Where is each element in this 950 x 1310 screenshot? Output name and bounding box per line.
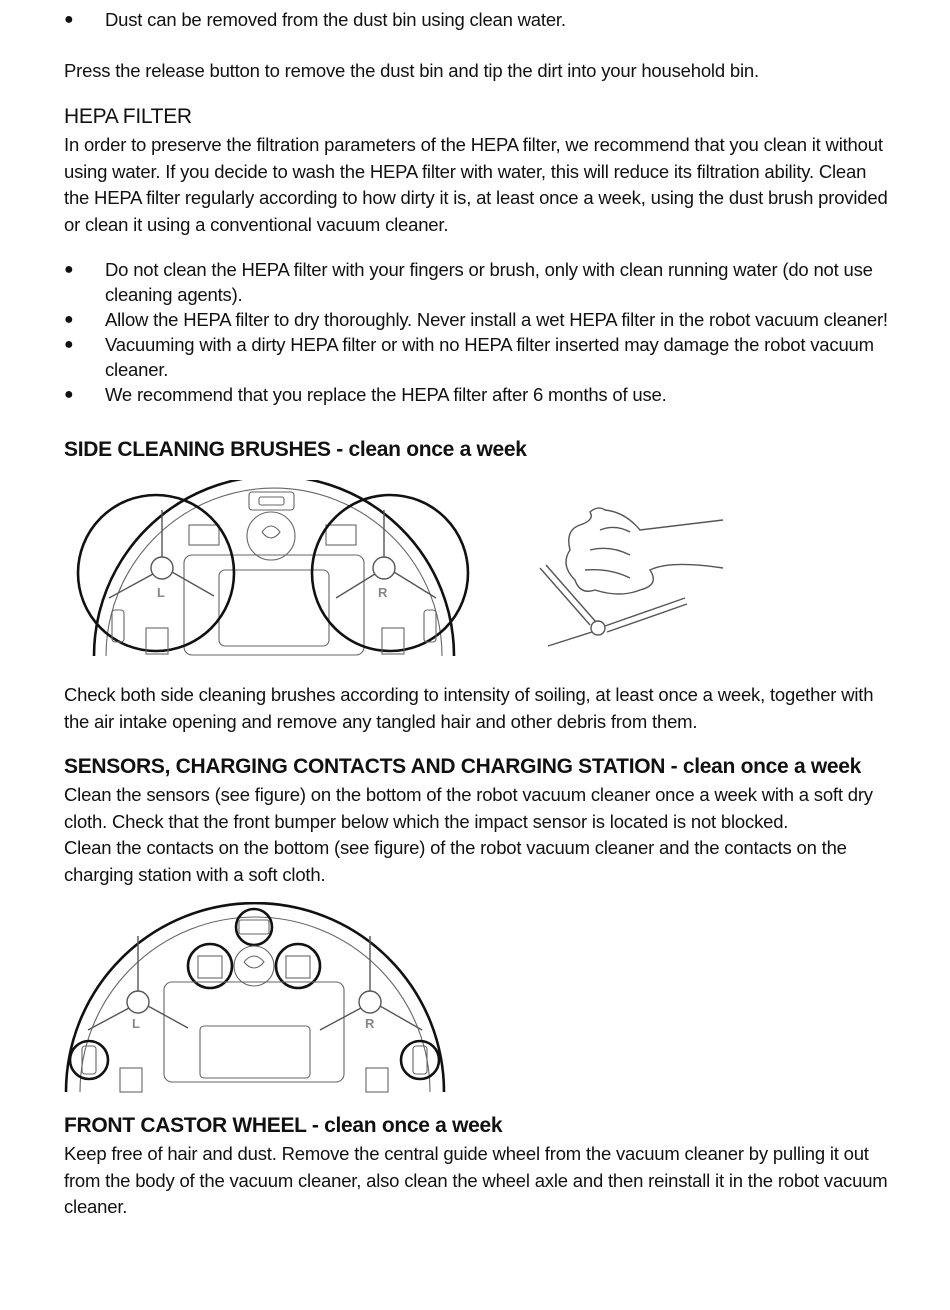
hepa-bullet-4: ● We recommend that you replace the HEPA filter after 6 months of use.: [64, 384, 667, 405]
bullet-dot: ●: [64, 336, 74, 353]
left-brush-label: L: [132, 1016, 140, 1031]
side-brushes-figure: [64, 480, 484, 660]
side-brushes-paragraph: Check both side cleaning brushes according to intensity of soiling, at least once a week, together with the air intake opening and remove any tangled hair and other debris from them.: [64, 684, 874, 732]
hepa-paragraph: In order to preserve the filtration parameters of the HEPA filter, we recommend that you clean it without using water. If you decide to wash the HEPA filter with water, this will reduce its filtration ability. Clean the HEPA filter regularly according to how dirty it is, at least once a week, using the dust brush provided or clean it using a conventional vacuum cleaner.: [64, 134, 888, 235]
right-brush-label: R: [378, 585, 388, 600]
sensors-figure: [62, 902, 452, 1094]
hepa-bullet-1: ● Do not clean the HEPA filter with your fingers or brush, only with clean running water (do not use cleaning agents).: [64, 259, 873, 305]
sensors-paragraph-1: Clean the sensors (see figure) on the bottom of the robot vacuum cleaner once a week with a soft dry cloth. Check that the front bumper below which the impact sensor is located is not blocked.: [64, 784, 873, 832]
hepa-bullet-3: ● Vacuuming with a dirty HEPA filter or with no HEPA filter inserted may damage the robot vacuum cleaner.: [64, 334, 874, 380]
castor-paragraph: Keep free of hair and dust. Remove the central guide wheel from the vacuum cleaner by pulling it out from the body of the vacuum cleaner, also clean the wheel axle and then reinstall it in the robot vacuum cleaner.: [64, 1143, 888, 1217]
side-brushes-heading: SIDE CLEANING BRUSHES - clean once a week: [64, 438, 527, 461]
dust-bin-paragraph: Press the release button to remove the dust bin and tip the dirt into your household bin.: [64, 60, 759, 81]
hand-cleaning-figure: [530, 490, 730, 660]
bullet-dot: ●: [64, 386, 74, 403]
bullet-dot: ●: [64, 261, 74, 278]
left-brush-label: L: [157, 585, 165, 600]
bullet-dot: ●: [64, 11, 74, 28]
right-brush-label: R: [365, 1016, 375, 1031]
dust-bin-bullet: ● Dust can be removed from the dust bin using clean water.: [64, 9, 566, 30]
hepa-bullet-2: ● Allow the HEPA filter to dry thoroughly. Never install a wet HEPA filter in the robot vacuum cleaner!: [64, 309, 888, 330]
sensors-paragraph-2: Clean the contacts on the bottom (see figure) of the robot vacuum cleaner and the contacts on the charging station with a soft cloth.: [64, 837, 847, 885]
castor-heading: FRONT CASTOR WHEEL - clean once a week: [64, 1114, 503, 1137]
hepa-heading: HEPA FILTER: [64, 105, 192, 128]
sensors-heading: SENSORS, CHARGING CONTACTS AND CHARGING STATION - clean once a week: [64, 755, 862, 778]
bullet-dot: ●: [64, 311, 74, 328]
